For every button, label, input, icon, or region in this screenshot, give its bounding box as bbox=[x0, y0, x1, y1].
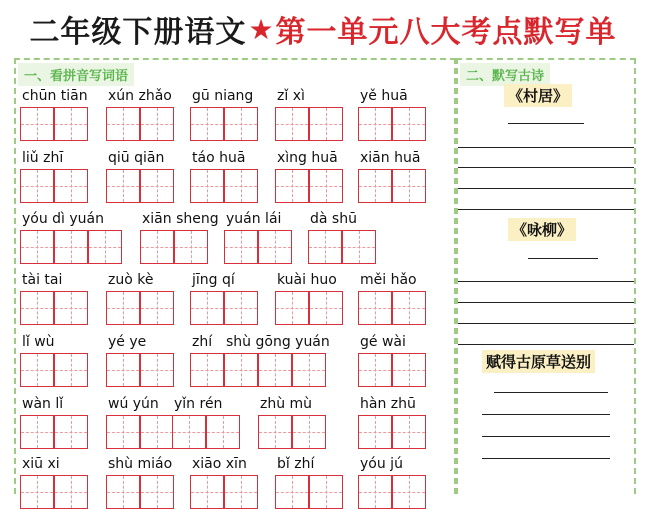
writing-grid-cell[interactable] bbox=[172, 415, 206, 449]
writing-grid-cell[interactable] bbox=[292, 415, 326, 449]
writing-grid-cell[interactable] bbox=[358, 107, 392, 141]
pinyin-label: liǔ zhī bbox=[22, 150, 64, 166]
writing-grid-cell[interactable] bbox=[358, 291, 392, 325]
pinyin-label: zǐ xì bbox=[277, 88, 305, 104]
writing-grid-cell[interactable] bbox=[392, 415, 426, 449]
writing-grid-cell[interactable] bbox=[309, 107, 343, 141]
writing-grid-cell[interactable] bbox=[20, 415, 54, 449]
pinyin-label: lǐ wù bbox=[22, 334, 55, 350]
pinyin-label: zhí bbox=[192, 334, 213, 350]
pinyin-label: gé wài bbox=[360, 334, 406, 350]
writing-grid-cell[interactable] bbox=[358, 475, 392, 509]
page-title bbox=[0, 0, 646, 58]
title-grade: 二年级下册语文 bbox=[29, 15, 247, 50]
pinyin-label: xìng huā bbox=[277, 150, 338, 166]
writing-grid-cell[interactable] bbox=[275, 291, 309, 325]
pinyin-label: xiū xi bbox=[22, 456, 60, 472]
writing-grid-cell[interactable] bbox=[54, 291, 88, 325]
writing-grid-cell[interactable] bbox=[206, 415, 240, 449]
writing-grid-cell[interactable] bbox=[190, 291, 224, 325]
writing-grid-cell[interactable] bbox=[106, 107, 140, 141]
writing-grid-cell[interactable] bbox=[88, 230, 122, 264]
writing-grid-cell[interactable] bbox=[20, 107, 54, 141]
poem-writing-line[interactable] bbox=[482, 458, 610, 459]
writing-grid-cell[interactable] bbox=[358, 415, 392, 449]
writing-grid-cell[interactable] bbox=[309, 291, 343, 325]
writing-grid-cell[interactable] bbox=[258, 230, 292, 264]
pinyin-label: tài tai bbox=[22, 272, 63, 288]
pinyin-label: bǐ zhí bbox=[277, 456, 315, 472]
writing-grid-cell[interactable] bbox=[275, 475, 309, 509]
writing-grid-cell[interactable] bbox=[140, 230, 174, 264]
poem-writing-line[interactable] bbox=[494, 392, 608, 393]
pinyin-label: yé ye bbox=[108, 334, 147, 350]
pinyin-label: shù miáo bbox=[108, 456, 173, 472]
pinyin-label: chūn tiān bbox=[22, 88, 88, 104]
writing-grid-cell[interactable] bbox=[20, 230, 54, 264]
writing-grid-cell[interactable] bbox=[392, 169, 426, 203]
writing-grid-cell[interactable] bbox=[190, 353, 224, 387]
writing-grid-cell[interactable] bbox=[292, 353, 326, 387]
pinyin-label: jīng qí bbox=[192, 272, 235, 288]
pinyin-label: táo huā bbox=[192, 150, 246, 166]
section-poem-label: 二、默写古诗 bbox=[460, 63, 550, 86]
writing-grid-cell[interactable] bbox=[392, 353, 426, 387]
writing-grid-cell[interactable] bbox=[342, 230, 376, 264]
writing-grid-cell[interactable] bbox=[224, 169, 258, 203]
poem-writing-line[interactable] bbox=[528, 258, 598, 259]
poem-writing-line[interactable] bbox=[458, 302, 634, 303]
poem-writing-line[interactable] bbox=[458, 167, 634, 168]
writing-grid-cell[interactable] bbox=[358, 169, 392, 203]
pinyin-label: yě huā bbox=[360, 88, 408, 104]
writing-grid-cell[interactable] bbox=[54, 353, 88, 387]
writing-grid-cell[interactable] bbox=[258, 415, 292, 449]
pinyin-label: xiān huā bbox=[360, 150, 421, 166]
writing-grid-cell[interactable] bbox=[190, 475, 224, 509]
poem-writing-line[interactable] bbox=[458, 188, 634, 189]
pinyin-label: zhù mù bbox=[260, 396, 313, 412]
writing-grid-cell[interactable] bbox=[275, 107, 309, 141]
poem-writing-line[interactable] bbox=[482, 436, 610, 437]
poem-title: 《咏柳》 bbox=[508, 218, 576, 241]
poem-writing-line[interactable] bbox=[458, 281, 634, 282]
poem-writing-line[interactable] bbox=[458, 147, 634, 148]
pinyin-label: gū niang bbox=[192, 88, 254, 104]
poem-writing-line[interactable] bbox=[482, 414, 610, 415]
writing-grid-cell[interactable] bbox=[106, 415, 140, 449]
writing-grid-cell[interactable] bbox=[224, 291, 258, 325]
writing-grid-cell[interactable] bbox=[140, 291, 174, 325]
writing-grid-cell[interactable] bbox=[54, 107, 88, 141]
poem-writing-line[interactable] bbox=[508, 123, 584, 124]
pinyin-label: xún zhǎo bbox=[108, 88, 172, 104]
writing-grid-cell[interactable] bbox=[224, 475, 258, 509]
pinyin-label: yǐn rén bbox=[174, 396, 223, 412]
writing-grid-cell[interactable] bbox=[54, 415, 88, 449]
section-pinyin-label: 一、看拼音写词语 bbox=[18, 63, 134, 86]
writing-grid-cell[interactable] bbox=[54, 475, 88, 509]
writing-grid-cell[interactable] bbox=[258, 353, 292, 387]
writing-grid-cell[interactable] bbox=[392, 475, 426, 509]
writing-grid-cell[interactable] bbox=[190, 169, 224, 203]
writing-grid-cell[interactable] bbox=[392, 291, 426, 325]
writing-grid-cell[interactable] bbox=[309, 475, 343, 509]
writing-grid-cell[interactable] bbox=[106, 291, 140, 325]
writing-grid-cell[interactable] bbox=[140, 169, 174, 203]
poem-writing-line[interactable] bbox=[458, 344, 634, 345]
writing-grid-cell[interactable] bbox=[140, 475, 174, 509]
poem-title: 《村居》 bbox=[504, 84, 572, 107]
writing-grid-cell[interactable] bbox=[140, 107, 174, 141]
writing-grid-cell[interactable] bbox=[20, 169, 54, 203]
writing-grid-cell[interactable] bbox=[106, 475, 140, 509]
pinyin-label: yóu dì yuán bbox=[22, 211, 105, 227]
poem-title: 赋得古原草送别 bbox=[482, 350, 595, 373]
title-unit: 第一单元八大考点默写单 bbox=[275, 15, 617, 50]
writing-grid-cell[interactable] bbox=[54, 230, 88, 264]
pinyin-label: yóu jú bbox=[360, 456, 403, 472]
writing-grid-cell[interactable] bbox=[309, 169, 343, 203]
writing-grid-cell[interactable] bbox=[392, 107, 426, 141]
pinyin-label: xiāo xīn bbox=[192, 456, 247, 472]
writing-grid-cell[interactable] bbox=[106, 169, 140, 203]
writing-grid-cell[interactable] bbox=[20, 353, 54, 387]
pinyin-label: kuài huo bbox=[277, 272, 337, 288]
pinyin-label: wàn lǐ bbox=[22, 396, 64, 412]
pinyin-label: dà shū bbox=[310, 211, 357, 227]
writing-grid-cell[interactable] bbox=[20, 291, 54, 325]
pinyin-label: hàn zhū bbox=[360, 396, 416, 412]
pinyin-label: shù gōng yuán bbox=[226, 334, 330, 350]
writing-grid-cell[interactable] bbox=[54, 169, 88, 203]
writing-grid-cell[interactable] bbox=[174, 230, 208, 264]
writing-grid-cell[interactable] bbox=[140, 353, 174, 387]
writing-grid-cell[interactable] bbox=[106, 353, 140, 387]
writing-grid-cell[interactable] bbox=[190, 107, 224, 141]
pinyin-label: wú yún bbox=[108, 396, 159, 412]
writing-grid-cell[interactable] bbox=[140, 415, 174, 449]
pinyin-label: xiān sheng bbox=[142, 211, 219, 227]
pinyin-label: qiū qiān bbox=[108, 150, 165, 166]
star-icon: ★ bbox=[248, 12, 274, 46]
writing-grid-cell[interactable] bbox=[224, 107, 258, 141]
writing-grid-cell[interactable] bbox=[358, 353, 392, 387]
writing-grid-cell[interactable] bbox=[224, 230, 258, 264]
poem-writing-line[interactable] bbox=[458, 323, 634, 324]
writing-grid-cell[interactable] bbox=[20, 475, 54, 509]
pinyin-label: yuán lái bbox=[226, 211, 282, 227]
writing-grid-cell[interactable] bbox=[275, 169, 309, 203]
pinyin-label: zuò kè bbox=[108, 272, 154, 288]
writing-grid-cell[interactable] bbox=[308, 230, 342, 264]
pinyin-label: měi hǎo bbox=[360, 272, 417, 288]
poem-writing-line[interactable] bbox=[458, 209, 634, 210]
writing-grid-cell[interactable] bbox=[224, 353, 258, 387]
